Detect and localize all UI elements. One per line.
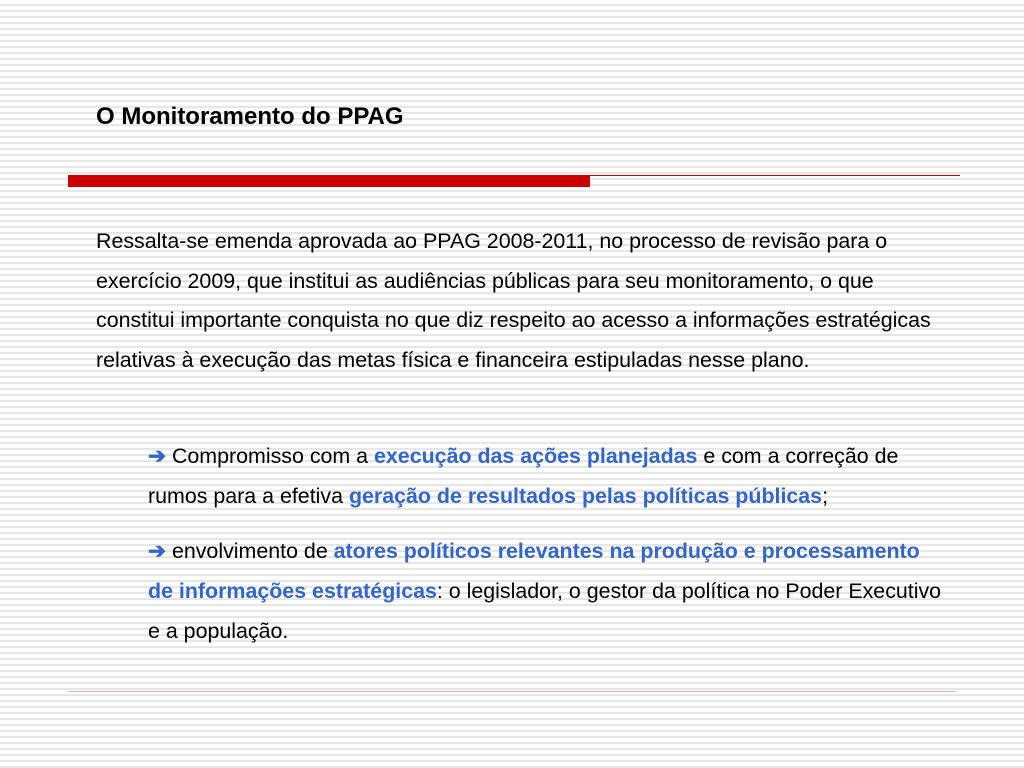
- intro-paragraph: Ressalta-se emenda aprovada ao PPAG 2008-2011, no processo de revisão para o exercício 2009, que institui as audiências públicas para seu monitoramento, o que constitui importante conquista no que diz respeito ao acesso a informações estratégicas relativas à execução das metas física e financeira estipuladas nesse plano.: [96, 229, 931, 372]
- highlight-text: execução das ações planejadas: [374, 444, 698, 468]
- footer-divider-line: [68, 691, 956, 692]
- bullet-text: : o legislador, o gestor da política no Poder Executivo e a população.: [148, 579, 942, 643]
- bullet-list: [148, 436, 948, 651]
- bullet-item-commitment: [148, 436, 948, 516]
- highlight-text: geração de resultados pelas políticas públicas: [348, 484, 823, 508]
- arrow-right-icon: ➔: [148, 444, 166, 468]
- bullet-text: Compromisso com a: [171, 444, 375, 468]
- bullet-text: ;: [822, 484, 829, 508]
- arrow-right-icon: ➔: [148, 539, 166, 563]
- bullet-text: e com a correção de rumos para a efetiva: [148, 444, 899, 508]
- highlight-text: atores políticos relevantes na produção e processamento de informações estratégicas: [148, 539, 920, 603]
- bullet-item-involvement: [148, 531, 948, 651]
- title-divider-line: [590, 175, 960, 176]
- title-underline-bar: [68, 175, 590, 187]
- bullet-text: envolvimento de: [171, 539, 334, 563]
- slide-title: O Monitoramento do PPAG: [96, 103, 404, 130]
